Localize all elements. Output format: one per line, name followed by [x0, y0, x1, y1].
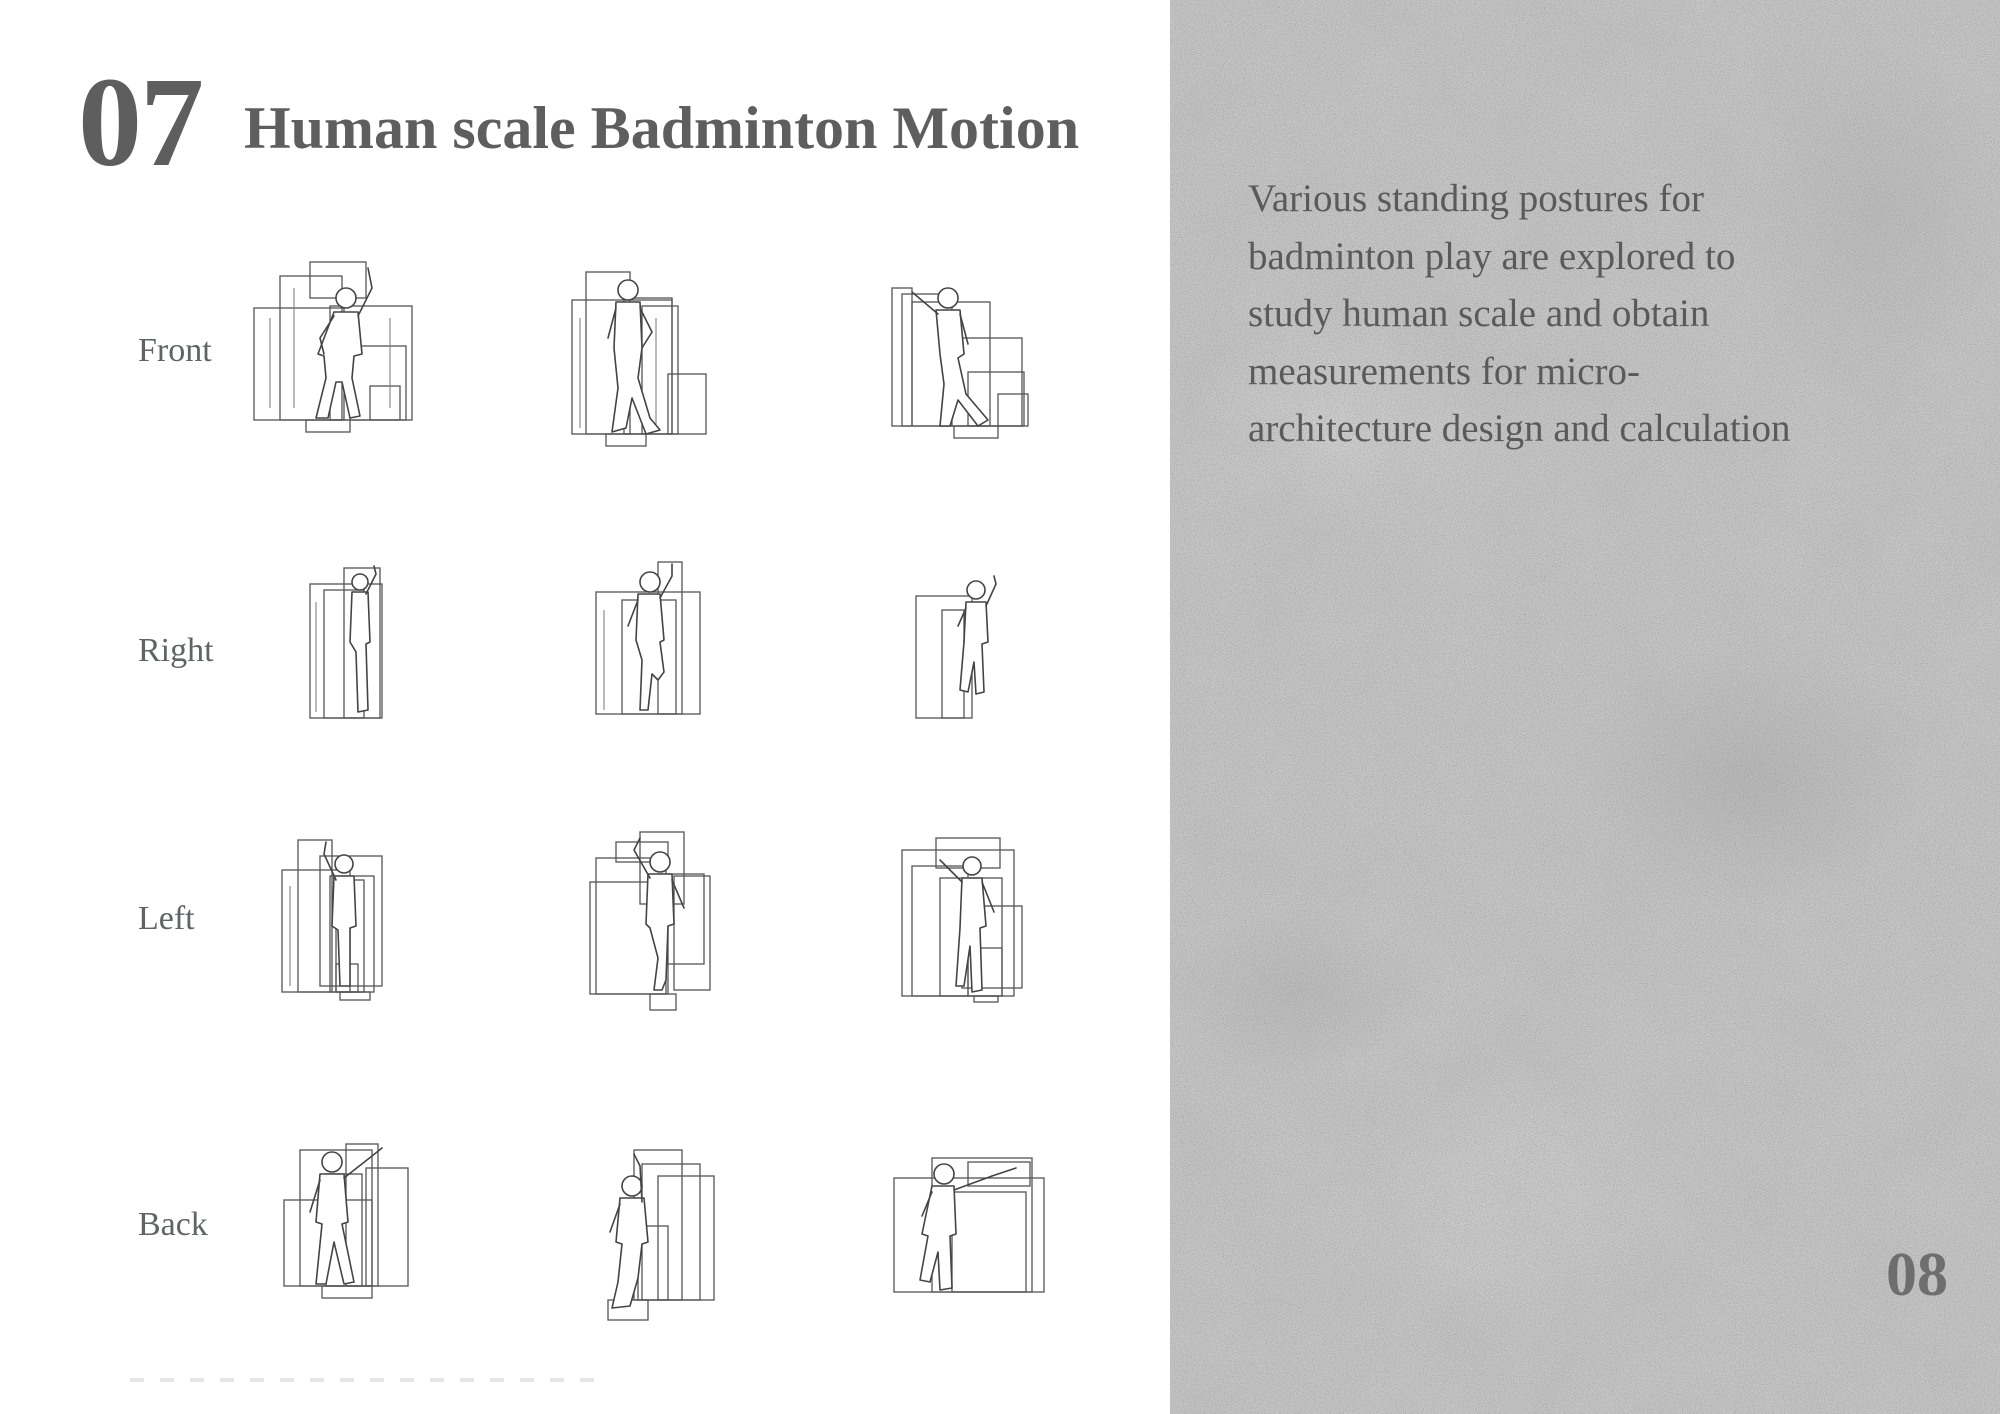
row-label-back: Back: [138, 1206, 208, 1243]
posture-diagram-left-1: [280, 836, 410, 1006]
posture-diagram-back-2: [598, 1146, 728, 1322]
row-label-front: Front: [138, 332, 212, 369]
faint-footer-rule: [130, 1378, 610, 1382]
posture-diagram-back-1: [282, 1138, 412, 1300]
posture-diagram-right-2: [592, 560, 712, 720]
posture-diagram-front-1: [250, 258, 420, 438]
posture-diagram-back-3: [892, 1152, 1052, 1296]
posture-diagram-front-3: [888, 284, 1038, 454]
section-number: 07: [78, 51, 202, 193]
posture-diagram-left-3: [900, 836, 1030, 1002]
posture-diagram-right-3: [914, 572, 1004, 722]
posture-diagram-left-2: [588, 828, 728, 1012]
page-number: 08: [1886, 1241, 1948, 1309]
page-title: Human scale Badminton Motion: [244, 95, 1080, 161]
posture-diagram-front-2: [568, 268, 728, 448]
row-label-left: Left: [138, 900, 195, 937]
concrete-texture-panel: [1170, 0, 2000, 1414]
row-label-right: Right: [138, 632, 214, 669]
posture-diagram-right-1: [304, 562, 404, 722]
description-text: Various standing postures for badminton play are explored to study human scale and obtain measurements for micro-architecture design and calculation: [1248, 177, 1791, 450]
